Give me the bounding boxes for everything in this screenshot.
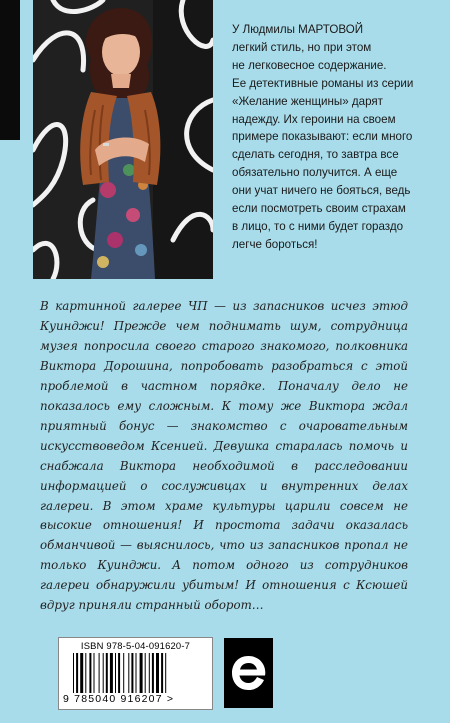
author-blurb xyxy=(232,21,440,254)
author-blurb-line: У Людмилы МАРТОВОЙ xyxy=(232,23,364,36)
author-blurb-line: Ее детективные романы из серии xyxy=(232,76,414,90)
barcode-box xyxy=(58,637,213,710)
author-blurb-line: обязательно получится. А еще xyxy=(232,166,398,180)
author-blurb-line: надежду. Их героини на своем xyxy=(232,112,396,126)
author-blurb-line: легкий стиль, но при этом xyxy=(232,40,372,54)
author-blurb-line: «Желание женщины» дарят xyxy=(232,94,383,108)
author-blurb-line: легче бороться! xyxy=(232,237,318,251)
author-blurb-line: не легковесное содержание. xyxy=(232,58,387,72)
author-blurb-line: сделать сегодня, то завтра все xyxy=(232,148,399,162)
barcode-bars xyxy=(73,653,199,693)
decorative-black-bar xyxy=(0,0,20,140)
author-photo xyxy=(33,0,213,279)
publisher-e-logo-icon xyxy=(224,638,273,708)
author-blurb-line: в лицо, то с ними будет гораздо xyxy=(232,219,404,233)
author-blurb-line: они учат ничего не бояться, ведь xyxy=(232,184,411,198)
author-blurb-line: примере показывают: если много xyxy=(232,130,413,144)
isbn-label: ISBN 978-5-04-091620-7 xyxy=(80,640,191,651)
author-blurb-line: если посмотреть своим страхам xyxy=(232,202,406,216)
barcode-digits: 9 785040 916207 > xyxy=(63,693,175,705)
book-annotation: В картинной галерее ЧП — из запасников исчез этюд Куинджи! Прежде чем поднимать шум, сотрудница музея попросила своего старого знакомого, полковника Виктора Дорошина, попробовать разобраться с этой проблемой в частном порядке. Поначалу дело не показалось ему сложным. К тому же Виктора ждал приятный бонус — знакомство с очаровательным искусствоведом Ксенией. Девушка старалась помочь и снабжала Виктора необходимой в расследовании информацией о сослуживцах и внутренних делах галереи. В этом храме культуры царили совсем не высокие отношения! И простота задачи оказалась обманчивой — выяснилось, что из запасников пропал не только Куинджи. А потом одного из сотрудников галереи обнаружили убитым! И отношения с Ксюшей вдруг приняли странный оборот… xyxy=(40,299,408,613)
